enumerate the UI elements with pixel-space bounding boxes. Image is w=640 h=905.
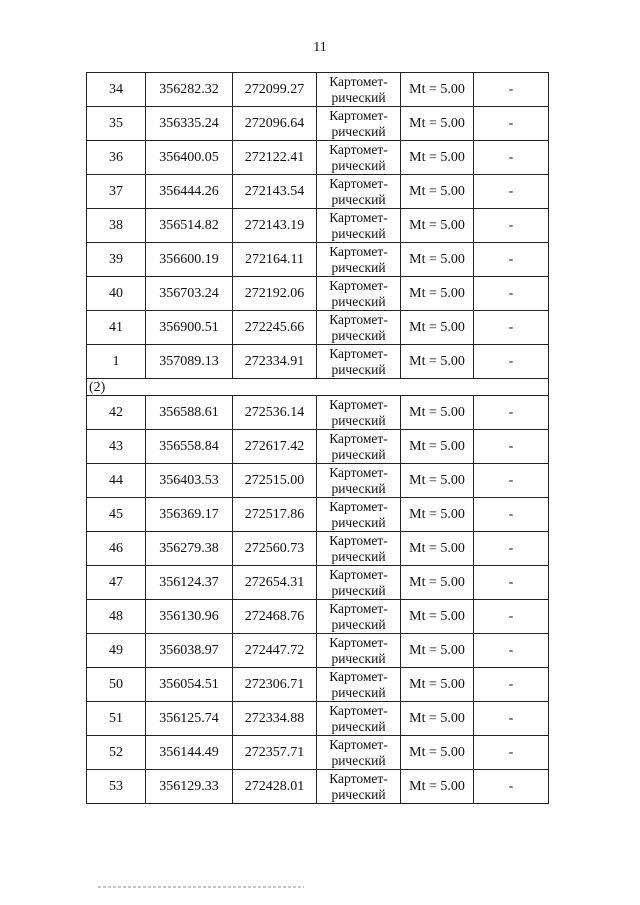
accuracy-cell: Mt = 5.00 — [401, 770, 474, 804]
y-coordinate-cell: 272143.19 — [233, 209, 317, 243]
table-row — [87, 141, 549, 175]
method-cell — [317, 277, 401, 311]
x-coordinate-cell: 356279.38 — [146, 532, 233, 566]
method-cell — [317, 668, 401, 702]
x-coordinate-cell: 356130.96 — [146, 600, 233, 634]
point-number-cell: 53 — [87, 770, 146, 804]
point-number-cell: 48 — [87, 600, 146, 634]
x-coordinate-cell: 356282.32 — [146, 73, 233, 107]
method-line-1: Картомет- — [329, 532, 388, 548]
x-coordinate-cell: 356400.05 — [146, 141, 233, 175]
accuracy-cell: Mt = 5.00 — [401, 107, 474, 141]
method-cell — [317, 532, 401, 566]
y-coordinate-cell: 272536.14 — [233, 396, 317, 430]
method-line-2: рический — [331, 446, 386, 462]
y-coordinate-cell: 272099.27 — [233, 73, 317, 107]
footer-scan-mark — [98, 886, 304, 888]
table-row — [87, 634, 549, 668]
method-line-1: Картомет- — [329, 702, 388, 718]
method-line-1: Картомет- — [329, 498, 388, 514]
method-line-2: рический — [331, 89, 386, 105]
point-number-cell: 47 — [87, 566, 146, 600]
description-cell: - — [474, 175, 549, 209]
y-coordinate-cell: 272357.71 — [233, 736, 317, 770]
description-cell: - — [474, 209, 549, 243]
point-number-cell: 44 — [87, 464, 146, 498]
method-line-2: рический — [331, 582, 386, 598]
method-line-1: Картомет- — [329, 311, 388, 327]
x-coordinate-cell: 356900.51 — [146, 311, 233, 345]
description-cell: - — [474, 243, 549, 277]
description-cell: - — [474, 702, 549, 736]
accuracy-cell: Mt = 5.00 — [401, 668, 474, 702]
y-coordinate-cell: 272164.11 — [233, 243, 317, 277]
table-row — [87, 209, 549, 243]
method-line-2: рический — [331, 616, 386, 632]
y-coordinate-cell: 272334.91 — [233, 345, 317, 379]
method-line-2: рический — [331, 123, 386, 139]
table-row — [87, 702, 549, 736]
x-coordinate-cell: 356403.53 — [146, 464, 233, 498]
method-line-1: Картомет- — [329, 141, 388, 157]
method-cell — [317, 345, 401, 379]
y-coordinate-cell: 272334.88 — [233, 702, 317, 736]
accuracy-cell: Mt = 5.00 — [401, 396, 474, 430]
x-coordinate-cell: 356444.26 — [146, 175, 233, 209]
point-number-cell: 42 — [87, 396, 146, 430]
method-line-2: рический — [331, 225, 386, 241]
method-line-1: Картомет- — [329, 175, 388, 191]
method-line-1: Картомет- — [329, 464, 388, 480]
description-cell: - — [474, 668, 549, 702]
method-cell — [317, 736, 401, 770]
point-number-cell: 34 — [87, 73, 146, 107]
accuracy-cell: Mt = 5.00 — [401, 209, 474, 243]
point-number-cell: 41 — [87, 311, 146, 345]
method-line-2: рический — [331, 514, 386, 530]
accuracy-cell: Mt = 5.00 — [401, 464, 474, 498]
accuracy-cell: Mt = 5.00 — [401, 345, 474, 379]
description-cell: - — [474, 464, 549, 498]
section-label-row — [87, 379, 549, 396]
point-number-cell: 46 — [87, 532, 146, 566]
method-line-1: Картомет- — [329, 430, 388, 446]
method-cell — [317, 311, 401, 345]
method-line-1: Картомет- — [329, 600, 388, 616]
method-line-1: Картомет- — [329, 770, 388, 786]
table-row — [87, 736, 549, 770]
accuracy-cell: Mt = 5.00 — [401, 532, 474, 566]
y-coordinate-cell: 272447.72 — [233, 634, 317, 668]
table-row — [87, 532, 549, 566]
table-row — [87, 464, 549, 498]
table-row — [87, 107, 549, 141]
method-line-1: Картомет- — [329, 634, 388, 650]
point-number-cell: 45 — [87, 498, 146, 532]
method-cell — [317, 243, 401, 277]
description-cell: - — [474, 736, 549, 770]
method-line-1: Картомет- — [329, 107, 388, 123]
table-row — [87, 498, 549, 532]
table-row — [87, 243, 549, 277]
x-coordinate-cell: 356703.24 — [146, 277, 233, 311]
y-coordinate-cell: 272245.66 — [233, 311, 317, 345]
method-line-2: рический — [331, 191, 386, 207]
method-line-2: рический — [331, 412, 386, 428]
method-cell — [317, 702, 401, 736]
y-coordinate-cell: 272517.86 — [233, 498, 317, 532]
description-cell: - — [474, 311, 549, 345]
accuracy-cell: Mt = 5.00 — [401, 175, 474, 209]
method-line-1: Картомет- — [329, 73, 388, 89]
description-cell: - — [474, 498, 549, 532]
x-coordinate-cell: 356588.61 — [146, 396, 233, 430]
x-coordinate-cell: 356124.37 — [146, 566, 233, 600]
point-number-cell: 36 — [87, 141, 146, 175]
y-coordinate-cell: 272654.31 — [233, 566, 317, 600]
y-coordinate-cell: 272515.00 — [233, 464, 317, 498]
method-cell — [317, 107, 401, 141]
description-cell: - — [474, 73, 549, 107]
x-coordinate-cell: 356514.82 — [146, 209, 233, 243]
point-number-cell: 52 — [87, 736, 146, 770]
description-cell: - — [474, 532, 549, 566]
method-line-2: рический — [331, 259, 386, 275]
description-cell: - — [474, 141, 549, 175]
method-cell — [317, 430, 401, 464]
method-cell — [317, 566, 401, 600]
accuracy-cell: Mt = 5.00 — [401, 600, 474, 634]
accuracy-cell: Mt = 5.00 — [401, 141, 474, 175]
method-line-2: рический — [331, 752, 386, 768]
description-cell: - — [474, 345, 549, 379]
method-cell — [317, 175, 401, 209]
accuracy-cell: Mt = 5.00 — [401, 702, 474, 736]
description-cell: - — [474, 430, 549, 464]
x-coordinate-cell: 356054.51 — [146, 668, 233, 702]
accuracy-cell: Mt = 5.00 — [401, 73, 474, 107]
method-line-1: Картомет- — [329, 736, 388, 752]
table-row — [87, 73, 549, 107]
method-cell — [317, 634, 401, 668]
method-line-1: Картомет- — [329, 668, 388, 684]
method-line-1: Картомет- — [329, 396, 388, 412]
y-coordinate-cell: 272192.06 — [233, 277, 317, 311]
x-coordinate-cell: 356038.97 — [146, 634, 233, 668]
x-coordinate-cell: 356369.17 — [146, 498, 233, 532]
point-number-cell: 37 — [87, 175, 146, 209]
coordinates-table — [86, 72, 549, 804]
method-cell — [317, 464, 401, 498]
page-number: 11 — [313, 40, 327, 55]
coordinates-table-body — [87, 73, 549, 804]
y-coordinate-cell: 272560.73 — [233, 532, 317, 566]
description-cell: - — [474, 600, 549, 634]
y-coordinate-cell: 272468.76 — [233, 600, 317, 634]
point-number-cell: 49 — [87, 634, 146, 668]
section-label: (2) — [87, 379, 549, 396]
y-coordinate-cell: 272428.01 — [233, 770, 317, 804]
method-line-1: Картомет- — [329, 345, 388, 361]
point-number-cell: 50 — [87, 668, 146, 702]
x-coordinate-cell: 357089.13 — [146, 345, 233, 379]
point-number-cell: 38 — [87, 209, 146, 243]
description-cell: - — [474, 277, 549, 311]
table-row — [87, 430, 549, 464]
x-coordinate-cell: 356125.74 — [146, 702, 233, 736]
table-row — [87, 175, 549, 209]
table-row — [87, 770, 549, 804]
description-cell: - — [474, 634, 549, 668]
point-number-cell: 35 — [87, 107, 146, 141]
method-line-2: рический — [331, 293, 386, 309]
method-line-1: Картомет- — [329, 566, 388, 582]
x-coordinate-cell: 356144.49 — [146, 736, 233, 770]
table-row — [87, 345, 549, 379]
point-number-cell: 1 — [87, 345, 146, 379]
y-coordinate-cell: 272306.71 — [233, 668, 317, 702]
y-coordinate-cell: 272096.64 — [233, 107, 317, 141]
x-coordinate-cell: 356558.84 — [146, 430, 233, 464]
y-coordinate-cell: 272617.42 — [233, 430, 317, 464]
method-cell — [317, 73, 401, 107]
point-number-cell: 39 — [87, 243, 146, 277]
method-cell — [317, 141, 401, 175]
method-cell — [317, 770, 401, 804]
method-line-2: рический — [331, 684, 386, 700]
method-line-2: рический — [331, 480, 386, 496]
y-coordinate-cell: 272143.54 — [233, 175, 317, 209]
method-line-2: рический — [331, 548, 386, 564]
accuracy-cell: Mt = 5.00 — [401, 430, 474, 464]
method-cell — [317, 600, 401, 634]
x-coordinate-cell: 356335.24 — [146, 107, 233, 141]
x-coordinate-cell: 356129.33 — [146, 770, 233, 804]
method-line-1: Картомет- — [329, 277, 388, 293]
method-cell — [317, 498, 401, 532]
accuracy-cell: Mt = 5.00 — [401, 243, 474, 277]
y-coordinate-cell: 272122.41 — [233, 141, 317, 175]
method-line-2: рический — [331, 157, 386, 173]
accuracy-cell: Mt = 5.00 — [401, 634, 474, 668]
table-row — [87, 277, 549, 311]
method-line-1: Картомет- — [329, 243, 388, 259]
method-line-2: рический — [331, 718, 386, 734]
point-number-cell: 40 — [87, 277, 146, 311]
method-cell — [317, 396, 401, 430]
method-line-2: рический — [331, 786, 386, 802]
x-coordinate-cell: 356600.19 — [146, 243, 233, 277]
point-number-cell: 43 — [87, 430, 146, 464]
description-cell: - — [474, 566, 549, 600]
method-line-2: рический — [331, 650, 386, 666]
table-row — [87, 396, 549, 430]
accuracy-cell: Mt = 5.00 — [401, 498, 474, 532]
accuracy-cell: Mt = 5.00 — [401, 311, 474, 345]
description-cell: - — [474, 107, 549, 141]
description-cell: - — [474, 396, 549, 430]
method-cell — [317, 209, 401, 243]
table-row — [87, 668, 549, 702]
method-line-1: Картомет- — [329, 209, 388, 225]
table-row — [87, 600, 549, 634]
point-number-cell: 51 — [87, 702, 146, 736]
description-cell: - — [474, 770, 549, 804]
table-row — [87, 566, 549, 600]
table-row — [87, 311, 549, 345]
method-line-2: рический — [331, 327, 386, 343]
accuracy-cell: Mt = 5.00 — [401, 736, 474, 770]
accuracy-cell: Mt = 5.00 — [401, 566, 474, 600]
accuracy-cell: Mt = 5.00 — [401, 277, 474, 311]
method-line-2: рический — [331, 361, 386, 377]
